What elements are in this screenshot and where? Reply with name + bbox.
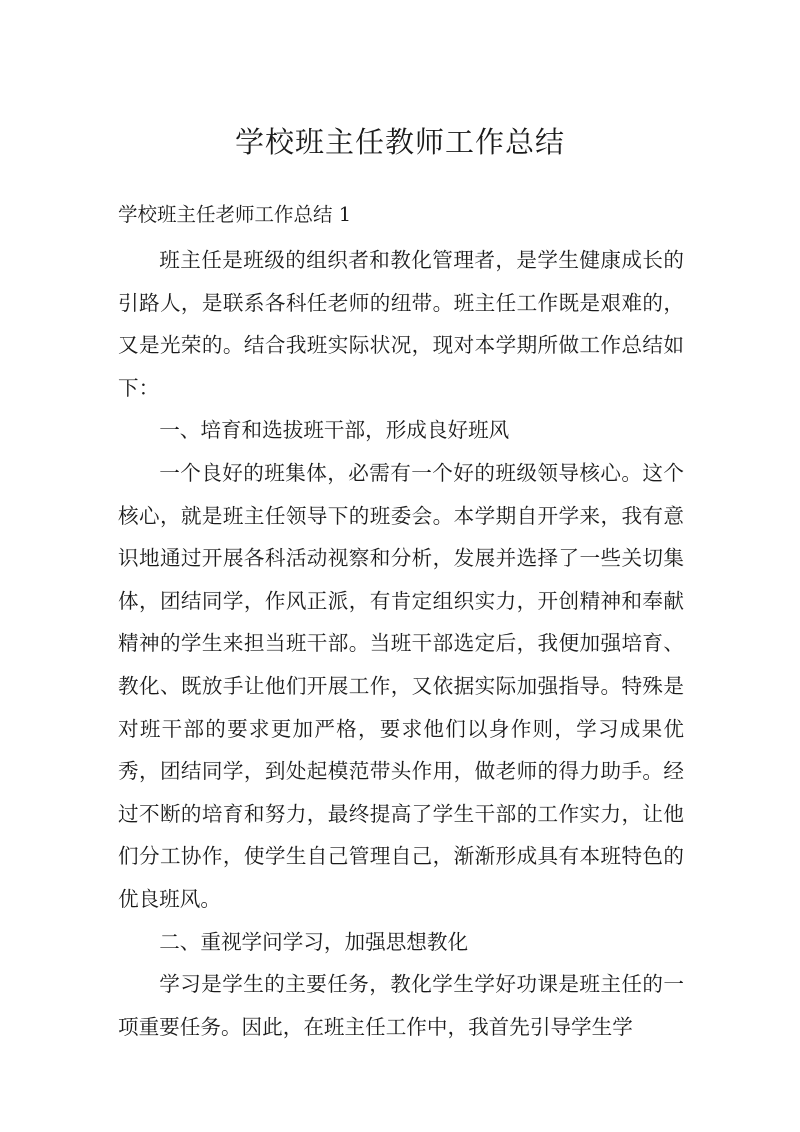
section-1-paragraph: 一个良好的班集体，必需有一个好的班级领导核心。这个核心，就是班主任领导下的班委会。本学期自开学来，我有意识地通过开展各科活动视察和分析，发展并选择了一些关切集体，团结同学，作风正派，有肯定组织实力，开创精神和奉献精神的学生来担当班干部。当班干部选定后，我便加强培育、教化、既放手让他们开展工作，又依据实际加强指导。特殊是对班干部的要求更加严格，要求他们以身作则，学习成果优秀，团结同学，到处起模范带头作用，做老师的得力助手。经过不断的培育和努力，最终提高了学生干部的工作实力，让他们分工协作，使学生自己管理自己，渐渐形成具有本班特色的优良班风。 [118, 460, 684, 911]
section-heading-1: 一、培育和选拔班干部，形成良好班风 [159, 418, 510, 443]
intro-paragraph: 班主任是班级的组织者和教化管理者，是学生健康成长的引路人，是联系各科任老师的纽带。班主任工作既是艰难的，又是光荣的。结合我班实际状况，现对本学期所做工作总结如下： [118, 248, 684, 400]
section-heading-2: 二、重视学问学习，加强思想教化 [159, 929, 469, 954]
document-title: 学校班主任教师工作总结 [234, 125, 565, 159]
document-subtitle: 学校班主任老师工作总结 1 [118, 203, 352, 226]
document-body [118, 239, 684, 1048]
section-2-paragraph: 学习是学生的主要任务，教化学生学好功课是班主任的一项重要任务。因此，在班主任工作中，我首先引导学生学 [118, 972, 684, 1039]
